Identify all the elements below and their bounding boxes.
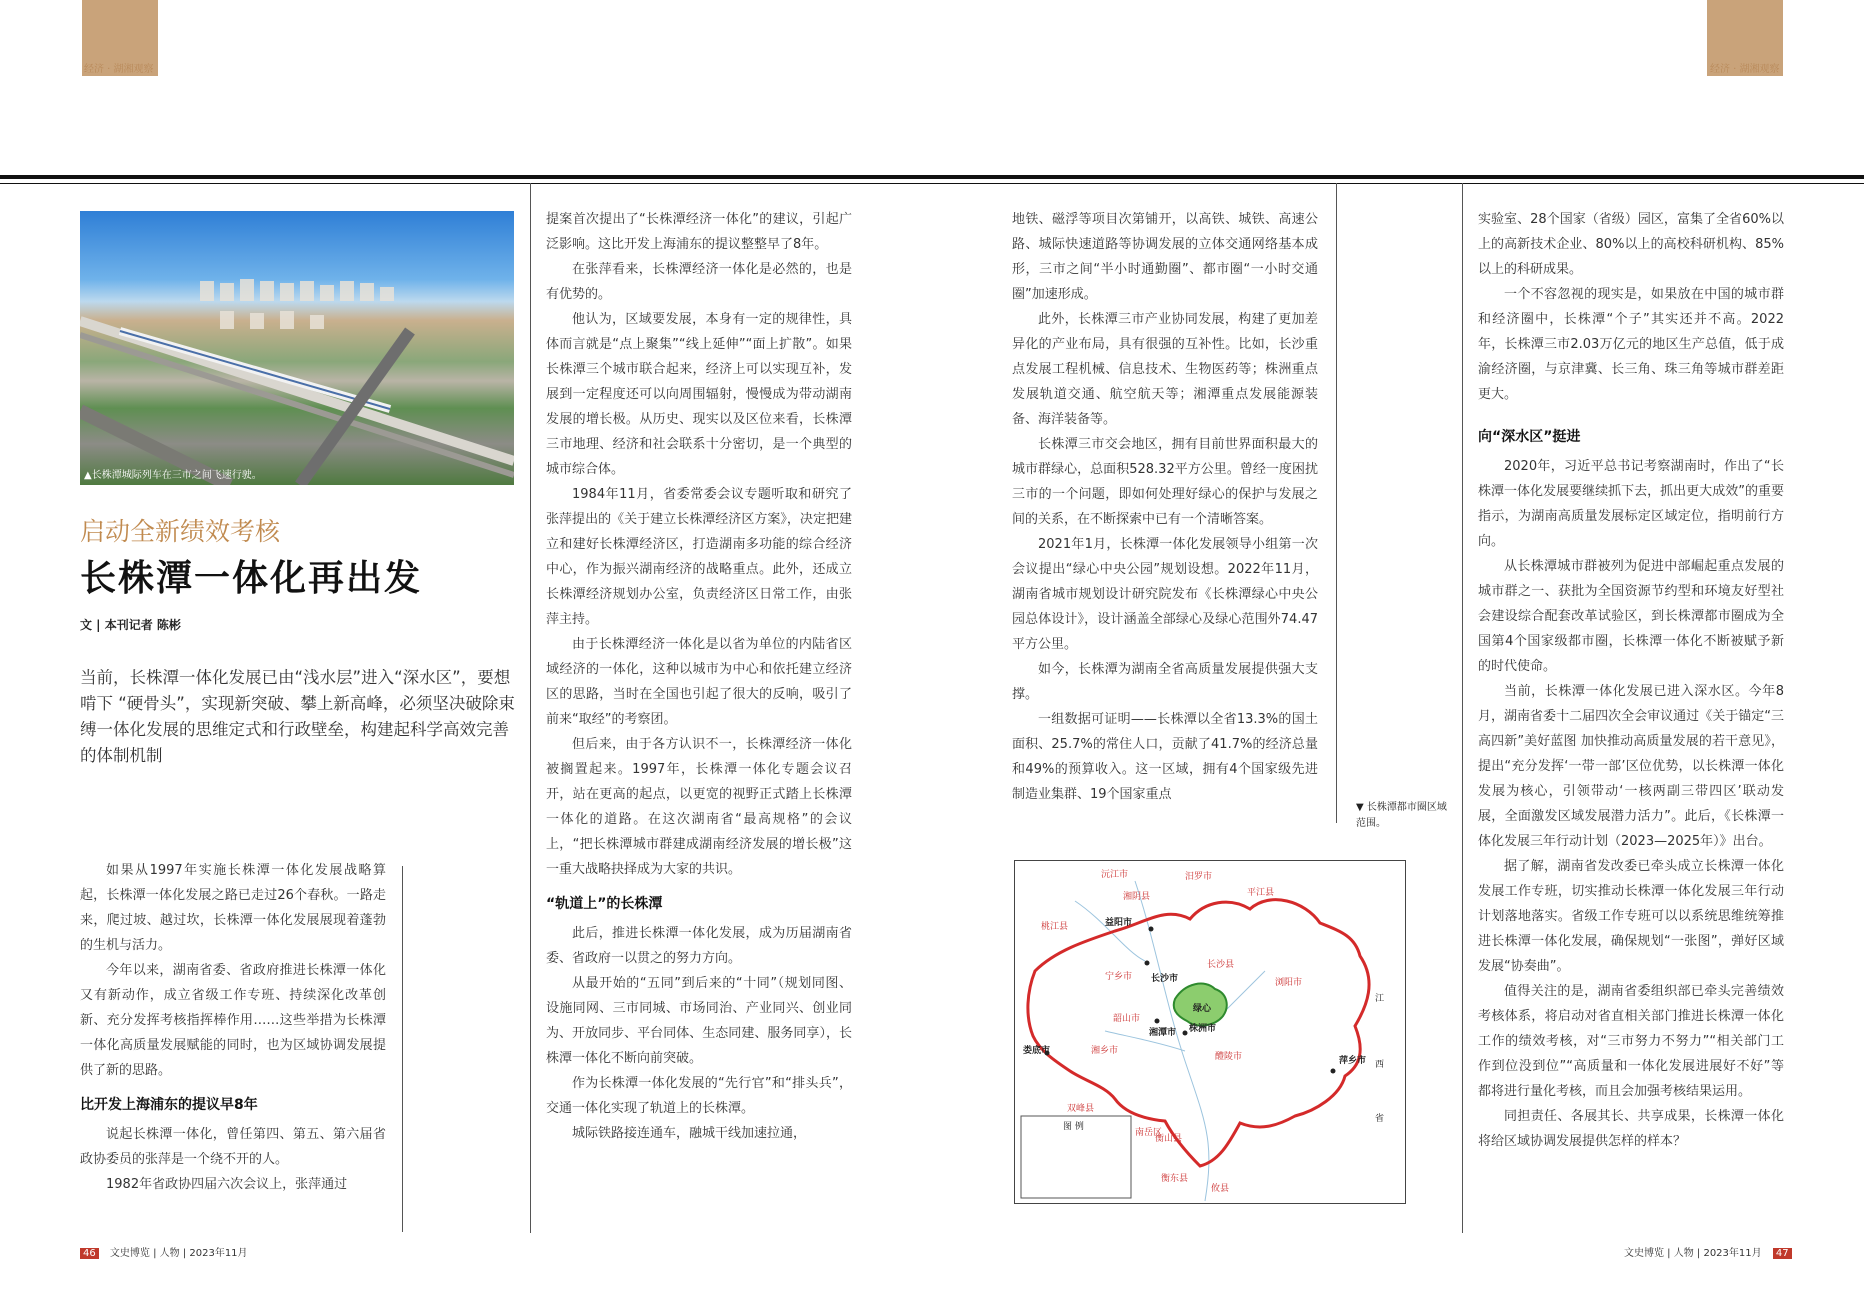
paragraph: 此外，长株潭三市产业协同发展，构建了更加差异化的产业布局，具有很强的互补性。比如，长沙重点发展工程机械、信息技术、生物医药等；株洲重点发展轨道交通、航空航天等；湘潭重点发展能源装备、海洋装备等。	[1012, 312, 1318, 427]
footer-magazine-right: 文史博览 | 人物 | 2023年11月	[1624, 1248, 1762, 1259]
map-label: 醴陵市	[1215, 1052, 1243, 1062]
paragraph: 从最开始的“五同”到后来的“十同”（规划同图、设施同网、三市同城、市场同治、产业同兴、创业同为、开放同步、平台同体、生态同建、服务同享），长株潭一体化不断向前突破。	[546, 976, 852, 1066]
paragraph: 今年以来，湖南省委、省政府推进长株潭一体化又有新动作，成立省级工作专班、持续深化改革创新、充分发挥考核指挥棒作用……这些举措为长株潭一体化高质量发展赋能的同时，也为区域协调发展提供了新的思路。	[80, 963, 386, 1078]
subheading: 比开发上海浦东的提议早8年	[80, 1097, 258, 1113]
map-label: 江	[1375, 994, 1385, 1004]
footer-left	[80, 1244, 248, 1259]
paragraph: 作为长株潭一体化发展的“先行官”和“排头兵”，交通一体化实现了轨道上的长株潭。	[546, 1076, 852, 1116]
map-label: 绿心	[1193, 1004, 1212, 1014]
map-label: 攸县	[1211, 1184, 1230, 1194]
map-label: 沅江市	[1101, 870, 1129, 880]
map-label: 西	[1375, 1060, 1385, 1070]
column-rule-map	[1336, 183, 1337, 823]
paragraph: 由于长株潭经济一体化是以省为单位的内陆省区域经济的一体化，这种以城市为中心和依托建立经济区的思路，当时在全国也引起了很大的反响，吸引了前来“取经”的考察团。	[546, 637, 852, 727]
map-label: 南岳区	[1135, 1128, 1163, 1138]
article-byline: 文 | 本刊记者 陈彬	[80, 618, 181, 632]
subheading: 向“深水区”挺进	[1478, 429, 1581, 445]
paragraph: 实验室、28个国家（省级）园区，富集了全省60%以上的高新技术企业、80%以上的高校科研机构、85%以上的科研成果。	[1478, 212, 1784, 277]
map-label: 衡山县	[1155, 1134, 1183, 1144]
column-rule-3	[1462, 183, 1463, 1233]
column-3	[1012, 207, 1318, 807]
page-number-right: 47	[1773, 1248, 1792, 1259]
paragraph: 一个不容忽视的现实是，如果放在中国的城市群和经济圈中，长株潭“个子”其实还并不高。2022年，长株潭三市2.03万亿元的地区生产总值，低于成渝经济圈，与京津冀、长三角、珠三角等城市群差距更大。	[1478, 287, 1784, 402]
paragraph: 此后，推进长株潭一体化发展，成为历届湖南省委、省政府一以贯之的努力方向。	[546, 926, 852, 966]
paragraph: 说起长株潭一体化，曾任第四、第五、第六届省政协委员的张萍是一个绕不开的人。	[80, 1127, 386, 1167]
map-label: 韶山市	[1113, 1014, 1141, 1024]
paragraph: 他认为，区域要发展，本身有一定的规律性，具体而言就是“点上聚集”“线上延伸”“面上扩散”。如果长株潭三个城市联合起来，经济上可以实现互补，发展到一定程度还可以向周围辐射，慢慢成为带动湖南发展的增长极。从历史、现实以及区位来看，长株潭三市地理、经济和社会联系十分密切，是一个典型的城市综合体。	[546, 312, 852, 477]
paragraph: 但后来，由于各方认识不一，长株潭经济一体化被搁置起来。1997年，长株潭一体化专题会议召开，站在更高的起点，以更宽的视野正式踏上长株潭一体化的道路。在这次湖南省“最高规格”的会议上，“把长株潭城市群建成湖南经济发展的增长极”这一重大战略抉择成为大家的共识。	[546, 737, 852, 877]
map-label: 湘潭市	[1149, 1028, 1177, 1038]
map-label: 长沙市	[1151, 974, 1179, 984]
map-label: 长沙县	[1207, 960, 1235, 970]
map-label: 益阳市	[1105, 918, 1133, 928]
column-4	[1478, 207, 1784, 1154]
map-label: 湘阴县	[1123, 892, 1151, 902]
map-caption: ▼ 长株潭都市圈区域范围。	[1356, 802, 1447, 829]
map-label: 株洲市	[1189, 1024, 1217, 1034]
map-label: 省	[1375, 1114, 1385, 1124]
train-photo	[80, 211, 514, 485]
column-1	[80, 858, 386, 1197]
paragraph: 一组数据可证明——长株潭以全省13.3%的国土面积、25.7%的常住人口，贡献了41.7%的经济总量和49%的预算收入。这一区域，拥有4个国家级先进制造业集群、19个国家重点	[1012, 712, 1318, 802]
map-label: 娄底市	[1023, 1046, 1051, 1056]
paragraph: 长株潭三市交会地区，拥有目前世界面积最大的城市群绿心，总面积528.32平方公里。曾经一度困扰三市的一个问题，即如何处理好绿心的保护与发展之间的关系，在不断探索中已有一个清晰答案。	[1012, 437, 1318, 527]
column-2	[546, 207, 852, 1146]
map-label: 衡东县	[1161, 1174, 1189, 1184]
paragraph: 从长株潭城市群被列为促进中部崛起重点发展的城市群之一、获批为全国资源节约型和环境友好型社会建设综合配套改革试验区，到长株潭都市圈成为全国第4个国家级都市圈，长株潭一体化不断被赋予新的时代使命。	[1478, 559, 1784, 674]
article-kicker: 启动全新绩效考核	[80, 517, 281, 546]
page-number-left: 46	[80, 1248, 99, 1259]
section-label-left: 经济 · 湖湘观察	[84, 64, 154, 75]
map-label: 萍乡市	[1339, 1056, 1367, 1066]
paragraph: 同担责任、各展其长、共享成果，长株潭一体化将给区域协调发展提供怎样的样本？	[1478, 1109, 1784, 1149]
paragraph: 2021年1月，长株潭一体化发展领导小组第一次会议提出“绿心中央公园”规划设想。2022年11月，湖南省城市规划设计研究院发布《长株潭绿心中央公园总体设计》，设计涵盖全部绿心及绿心范围外74.47平方公里。	[1012, 537, 1318, 652]
photo-caption: ▲长株潭城际列车在三市之间飞速行驶。	[84, 470, 262, 481]
paragraph: 如果从1997年实施长株潭一体化发展战略算起，长株潭一体化发展之路已走过26个春秋。一路走来，爬过坡、越过坎，长株潭一体化发展展现着蓬勃的生机与活力。	[80, 863, 386, 953]
column-rule-2	[530, 183, 531, 1233]
map-label: 双峰县	[1067, 1104, 1095, 1114]
paragraph: 如今，长株潭为湖南全省高质量发展提供强大支撑。	[1012, 662, 1318, 702]
header-rule-thick	[0, 175, 1864, 179]
footer-magazine-left: 文史博览 | 人物 | 2023年11月	[109, 1248, 248, 1259]
paragraph: 1984年11月，省委常委会议专题听取和研究了张萍提出的《关于建立长株潭经济区方案》，决定把建立和建好长株潭经济区，打造湖南多功能的综合经济中心，作为振兴湖南经济的战略重点。此外，还成立长株潭经济规划办公室，负责经济区日常工作，由张萍主持。	[546, 487, 852, 627]
map-label: 湘乡市	[1091, 1046, 1119, 1056]
region-map	[1014, 860, 1406, 1204]
paragraph: 1982年省政协四届六次会议上，张萍通过	[106, 1177, 348, 1192]
map-label: 汨罗市	[1185, 872, 1213, 882]
header-rule-thin	[0, 183, 1864, 184]
map-label: 浏阳市	[1275, 978, 1303, 988]
column-rule-1	[402, 866, 403, 1232]
paragraph: 据了解，湖南省发改委已牵头成立长株潭一体化发展工作专班，切实推动长株潭一体化发展三年行动计划落地落实。省级工作专班可以以系统思维统筹推进长株潭一体化发展，确保规划“一张图”，弹好区域发展“协奏曲”。	[1478, 859, 1784, 974]
footer-right	[1624, 1244, 1792, 1259]
paragraph: 地铁、磁浮等项目次第铺开，以高铁、城铁、高速公路、城际快速道路等协调发展的立体交通网络基本成形，三市之间“半小时通勤圈”、都市圈“一小时交通圈”加速形成。	[1012, 212, 1318, 302]
paragraph: 在张萍看来，长株潭经济一体化是必然的，也是有优势的。	[546, 262, 852, 302]
map-label: 平江县	[1247, 888, 1275, 898]
paragraph: 当前，长株潭一体化发展已进入深水区。今年8月，湖南省委十二届四次全会审议通过《关于锚定“三高四新”美好蓝图 加快推动高质量发展的若干意见》，提出“充分发挥‘一带一部’区位优势，以长株潭一体化发展为核心，引领带动‘一核两副三带四区’联动发展，全面激发区域发展潜力活力”。此后，《长株潭一体化发展三年行动计划（2023—2025年）》出台。	[1478, 684, 1784, 849]
paragraph: 2020年，习近平总书记考察湖南时，作出了“长株潭一体化发展要继续抓下去，抓出更大成效”的重要指示，为湖南高质量发展标定区域定位，指明前行方向。	[1478, 459, 1784, 549]
paragraph: 城际铁路接连通车，融城干线加速拉通，	[572, 1126, 807, 1141]
map-label: 桃江县	[1041, 922, 1069, 932]
article-lead: 当前，长株潭一体化发展已由“浅水层”进入“深水区”，要想啃下 “硬骨头”，实现新突破、攀上新高峰，必须坚决破除束缚一体化发展的思维定式和行政壁垒，构建起科学高效完善的体制机制	[80, 668, 515, 765]
section-label-right: 经济 · 湖湘观察	[1710, 64, 1780, 75]
paragraph: 值得关注的是，湖南省委组织部已牵头完善绩效考核体系，将启动对省直相关部门推进长株潭一体化工作的绩效考核，对“三市努力不努力”“相关部门工作到位没到位”“高质量和一体化发展进展好不好”等都将进行量化考核，而且会加强考核结果运用。	[1478, 984, 1784, 1099]
paragraph: 提案首次提出了“长株潭经济一体化”的建议，引起广泛影响。这比开发上海浦东的提议整整早了8年。	[546, 212, 852, 252]
map-label: 宁乡市	[1105, 972, 1133, 982]
subheading: “轨道上”的长株潭	[546, 896, 663, 912]
article-title: 长株潭一体化再出发	[80, 558, 423, 599]
map-legend-title: 图 例	[1063, 1122, 1084, 1132]
